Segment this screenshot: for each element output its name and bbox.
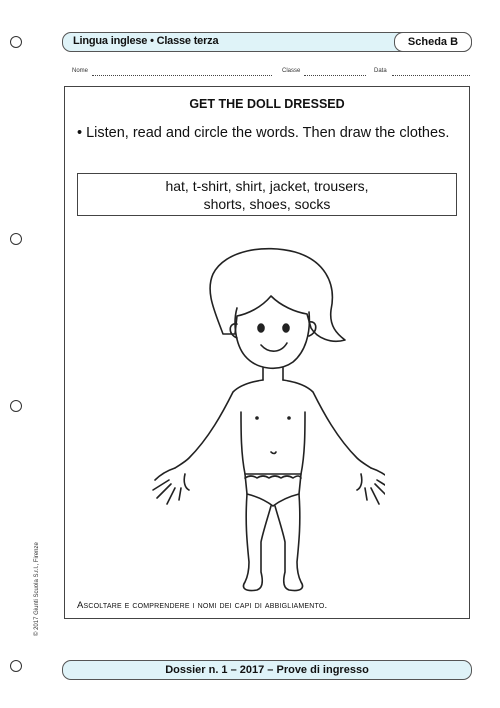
doll-body-left [175, 380, 263, 468]
doll-leg-right [275, 494, 303, 591]
class-label: Classe [282, 68, 301, 74]
caption-text: Ascoltare e comprendere i nomi dei capi di abbigliamento. [77, 600, 328, 611]
doll-neck [263, 368, 283, 380]
word-list-line-2: shorts, shoes, socks [203, 196, 331, 212]
doll-hand-left [153, 468, 189, 504]
date-field[interactable] [392, 75, 470, 76]
binder-hole-1 [10, 36, 22, 48]
binder-hole-4 [10, 660, 22, 672]
header-bar [62, 32, 472, 52]
sheet-tab: Scheda B [394, 32, 472, 52]
binder-hole-3 [10, 400, 22, 412]
doll-underwear [245, 474, 301, 506]
header-title: Lingua inglese • Classe terza [73, 35, 219, 47]
footer-bar: Dossier n. 1 – 2017 – Prove di ingresso [62, 660, 472, 680]
word-list-line-1: hat, t-shirt, shirt, jacket, trousers, [165, 178, 369, 194]
doll-body-right [283, 380, 371, 468]
name-label: Nome [72, 68, 89, 74]
worksheet-frame [64, 86, 470, 619]
doll-hand-right [357, 468, 385, 504]
copyright-text: © 2017 Giunti Scuola S.r.l., Firenze [34, 542, 40, 636]
doll-side-right [301, 412, 305, 474]
instruction-text: • Listen, read and circle the words. Then draw the clothes. [77, 125, 450, 141]
doll-face [235, 308, 309, 368]
class-field[interactable] [304, 75, 366, 76]
doll-eye-left [258, 324, 264, 332]
word-box [77, 173, 457, 216]
doll-mouth [261, 343, 287, 351]
doll-eye-right [283, 324, 289, 332]
doll-leg-left [244, 494, 272, 591]
worksheet-title: GET THE DOLL DRESSED [189, 97, 345, 111]
doll-side-left [241, 412, 245, 474]
name-field[interactable] [92, 75, 272, 76]
date-label: Data [374, 68, 387, 74]
doll-figure [145, 242, 385, 597]
binder-hole-2 [10, 233, 22, 245]
